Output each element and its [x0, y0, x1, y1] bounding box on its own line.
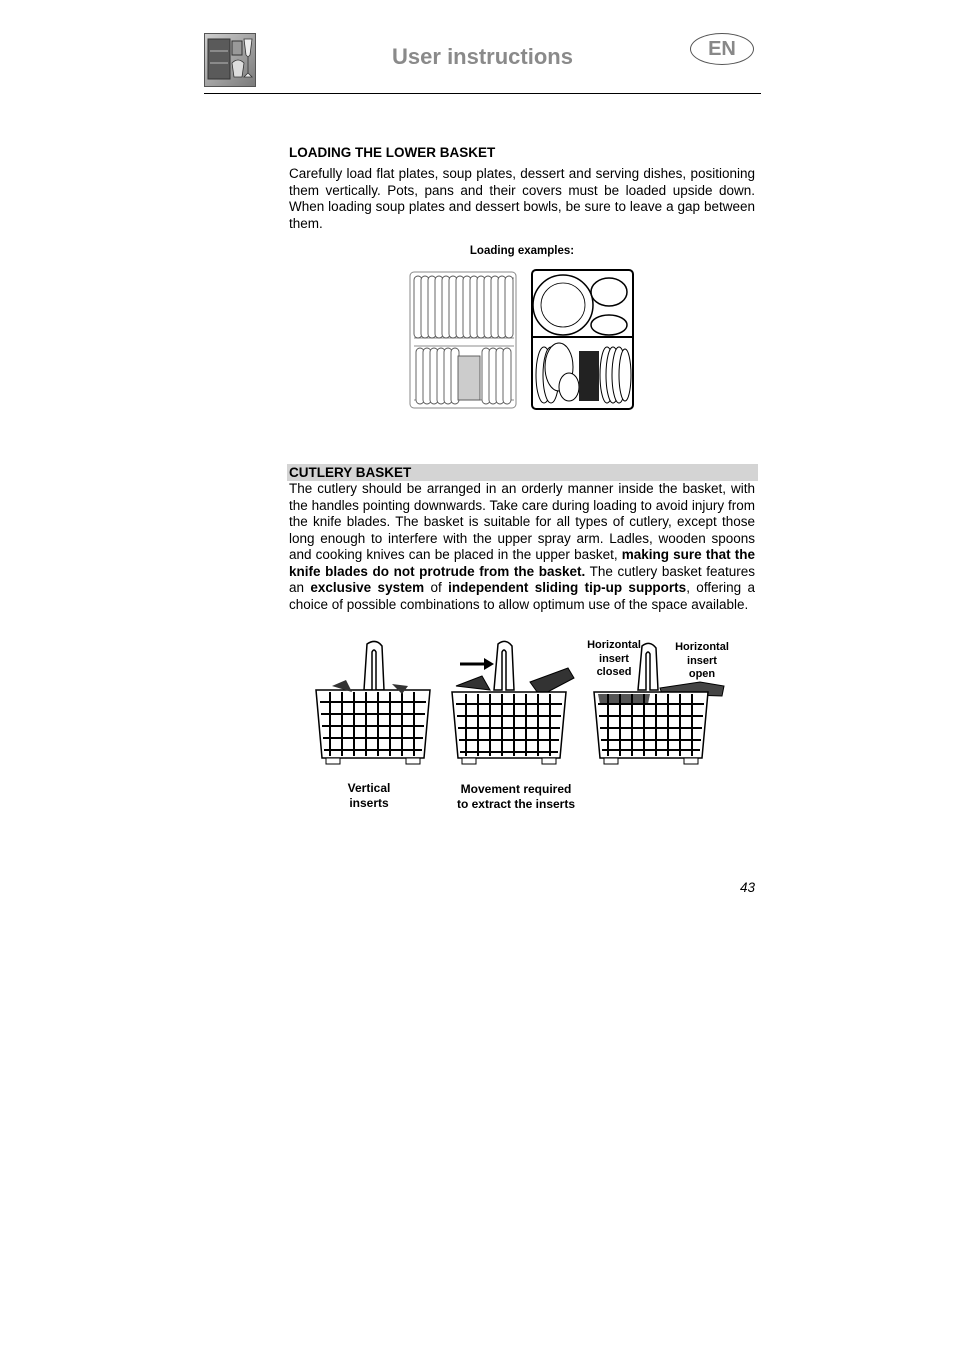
- caption-line: insert: [687, 654, 717, 667]
- loading-examples-caption: Loading examples:: [469, 245, 575, 257]
- caption-line: open: [688, 668, 716, 680]
- caption-line: closed: [596, 666, 632, 678]
- header-divider: [204, 93, 761, 94]
- lower-basket-paragraph: Carefully load flat plates, soup plates, dessert and serving dishes, positioning them vertically. Pots, pans and their covers must be loaded upside down. When loading soup plates and dessert bowls, be sure to leave a gap between them.: [289, 166, 755, 231]
- caption-line: insert: [599, 652, 629, 665]
- cutlery-text-4: , offering a choice of possible combinations to allow optimum use of the space available.: [289, 580, 755, 612]
- cutlery-text-bold-3: independent sliding tip-up supports: [448, 580, 687, 595]
- cutlery-basket-vertical-illustration: [312, 640, 434, 768]
- caption-line: inserts: [349, 796, 389, 810]
- caption-movement-required: [446, 782, 586, 812]
- caption-line: Vertical: [347, 781, 391, 795]
- cutlery-basket-extract-illustration: [448, 640, 578, 768]
- caption-line: Horizontal: [675, 641, 729, 653]
- caption-horizontal-insert-closed: [580, 639, 648, 680]
- caption-line: to extract the inserts: [456, 797, 576, 811]
- lower-basket-plates-illustration: [408, 270, 518, 412]
- caption-horizontal-insert-open: [668, 641, 736, 682]
- caption-line: Horizontal: [587, 639, 641, 651]
- lower-basket-pots-illustration: [529, 267, 636, 412]
- cutlery-basket-heading: CUTLERY BASKET: [289, 465, 412, 480]
- page-number: 43: [739, 880, 755, 895]
- language-badge: EN: [690, 33, 754, 65]
- lower-basket-heading: LOADING THE LOWER BASKET: [289, 145, 496, 160]
- cutlery-text-bold-1: making sure that the knife blades do not protrude from the basket.: [289, 547, 755, 579]
- caption-vertical-inserts: [330, 781, 408, 811]
- caption-line: Movement required: [460, 782, 572, 796]
- cutlery-text-1: The cutlery should be arranged in an orderly manner inside the basket, with the handles pointing downwards. Take care during loading to avoid injury from the knife blades. The basket is suitable for all types of cutlery, except those long enough to interfere with the upper spray arm. Ladles, wooden spoons and cooking knives can be placed in the upper basket,: [289, 481, 755, 562]
- dishwasher-logo-icon: [204, 33, 256, 87]
- page-title: User instructions: [392, 44, 573, 69]
- cutlery-text-bold-2: exclusive system: [310, 580, 425, 595]
- cutlery-text-3: of: [424, 580, 449, 595]
- cutlery-basket-paragraph: [289, 481, 755, 613]
- cutlery-basket-heading-bar: [287, 464, 758, 481]
- cutlery-text-2: The cutlery basket features an: [289, 563, 755, 595]
